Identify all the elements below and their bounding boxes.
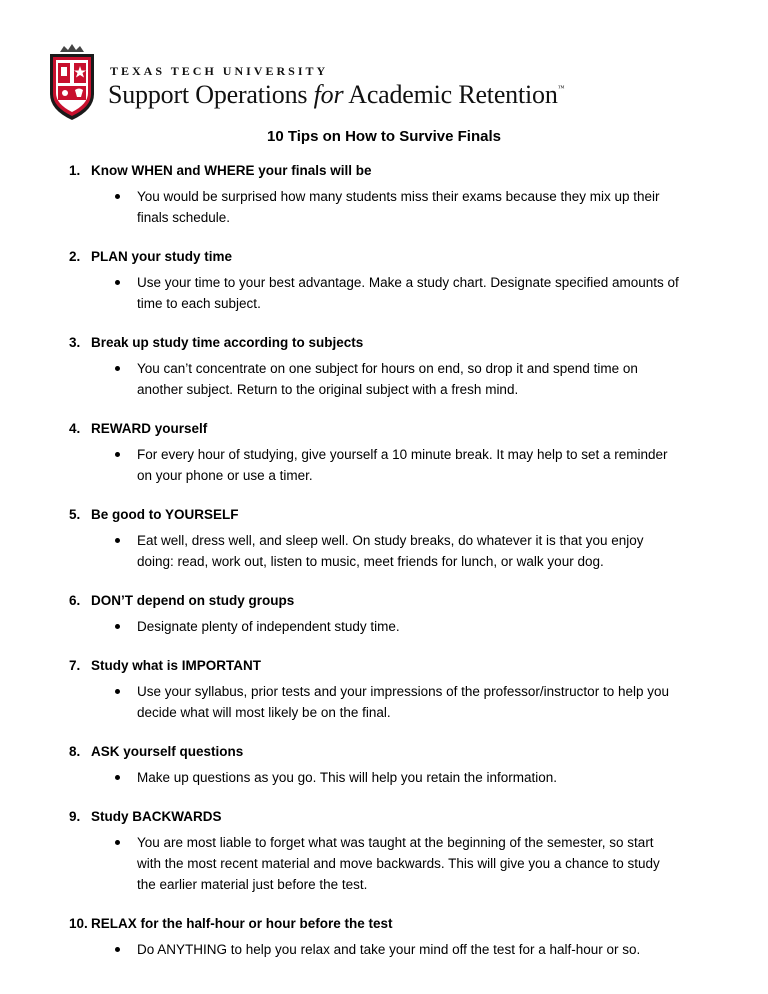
list-item	[69, 334, 711, 400]
bullet-icon	[115, 947, 120, 952]
university-name: TEXAS TECH UNIVERSITY	[110, 64, 329, 78]
list-item	[69, 915, 711, 960]
tip-detail	[137, 681, 711, 723]
document-header	[44, 42, 644, 124]
tip-number: 10.	[69, 916, 88, 931]
bullet-icon	[115, 280, 120, 285]
tip-detail-text: You can’t concentrate on one subject for hours on end, so drop it and spend time on another subject. Return to the original subject with a fresh mind.	[137, 361, 638, 397]
tip-heading	[69, 420, 711, 438]
tip-heading	[69, 915, 711, 933]
tip-detail	[137, 358, 711, 400]
tip-heading-text: REWARD yourself	[91, 421, 208, 436]
tip-detail-text: For every hour of studying, give yourself a 10 minute break. It may help to set a reminder on your phone or use a timer.	[137, 447, 668, 483]
list-item	[69, 592, 711, 637]
organization-name	[108, 80, 564, 110]
tip-heading-text: Be good to YOURSELF	[91, 507, 239, 522]
bullet-icon	[115, 538, 120, 543]
tip-detail-text: Designate plenty of independent study time.	[137, 619, 400, 634]
tip-detail-text: Do ANYTHING to help you relax and take your mind off the test for a half-hour or so.	[137, 942, 641, 957]
tip-number: 3.	[69, 335, 81, 350]
tip-number: 8.	[69, 744, 81, 759]
tip-detail	[137, 767, 711, 788]
tip-detail	[137, 530, 711, 572]
list-item	[69, 420, 711, 486]
tip-number: 6.	[69, 593, 81, 608]
tip-heading-text: PLAN your study time	[91, 249, 233, 264]
list-item	[69, 808, 711, 895]
tip-heading	[69, 592, 711, 610]
list-item	[69, 162, 711, 228]
tip-heading	[69, 248, 711, 266]
bullet-icon	[115, 624, 120, 629]
tip-heading	[69, 506, 711, 524]
org-name-for: for	[313, 80, 344, 109]
tip-detail-text: You would be surprised how many students miss their exams because they mix up their finals schedule.	[137, 189, 660, 225]
org-name-part2: Academic Retention	[343, 80, 558, 109]
tip-heading-text: DON’T depend on study groups	[91, 593, 295, 608]
tips-list	[69, 162, 711, 980]
tip-detail-text: You are most liable to forget what was taught at the beginning of the semester, so start with the most recent material and move backwards. This will give you a chance to study the earlier material just before the test.	[137, 835, 660, 892]
tip-detail	[137, 616, 711, 637]
tip-detail-text: Use your syllabus, prior tests and your impressions of the professor/instructor to help you decide what will most likely be on the final.	[137, 684, 669, 720]
tip-heading	[69, 743, 711, 761]
tip-number: 1.	[69, 163, 81, 178]
org-name-part1: Support Operations	[108, 80, 314, 109]
bullet-icon	[115, 775, 120, 780]
tip-detail-text: Eat well, dress well, and sleep well. On study breaks, do whatever it is that you enjoy doing: read, work out, listen to music, meet friends for lunch, or walk your dog.	[137, 533, 644, 569]
tip-detail	[137, 186, 711, 228]
tip-heading-text: Break up study time according to subjects	[91, 335, 364, 350]
bullet-icon	[115, 194, 120, 199]
tip-heading	[69, 334, 711, 352]
tip-heading	[69, 808, 711, 826]
bullet-icon	[115, 689, 120, 694]
tip-detail	[137, 272, 711, 314]
tip-heading	[69, 657, 711, 675]
tip-number: 7.	[69, 658, 81, 673]
tip-number: 5.	[69, 507, 81, 522]
tip-number: 2.	[69, 249, 81, 264]
list-item	[69, 657, 711, 723]
tip-heading-text: Study what is IMPORTANT	[91, 658, 262, 673]
page-title: 10 Tips on How to Survive Finals	[267, 128, 501, 145]
tip-number: 9.	[69, 809, 81, 824]
tip-detail	[137, 832, 711, 895]
tip-detail-text: Use your time to your best advantage. Make a study chart. Designate specified amounts of time to each subject.	[137, 275, 679, 311]
bullet-icon	[115, 452, 120, 457]
tip-detail	[137, 939, 711, 960]
list-item	[69, 506, 711, 572]
list-item	[69, 743, 711, 788]
tip-heading	[69, 162, 711, 180]
tip-detail-text: Make up questions as you go. This will help you retain the information.	[137, 770, 557, 785]
tip-detail	[137, 444, 711, 486]
ttu-seal-icon	[44, 42, 100, 122]
trademark-mark: ™	[557, 84, 565, 92]
bullet-icon	[115, 840, 120, 845]
tip-heading-text: Know WHEN and WHERE your finals will be	[91, 163, 372, 178]
bullet-icon	[115, 366, 120, 371]
list-item	[69, 248, 711, 314]
tip-number: 4.	[69, 421, 81, 436]
tip-heading-text: RELAX for the half-hour or hour before the test	[91, 916, 393, 931]
tip-heading-text: ASK yourself questions	[91, 744, 244, 759]
tip-heading-text: Study BACKWARDS	[91, 809, 222, 824]
